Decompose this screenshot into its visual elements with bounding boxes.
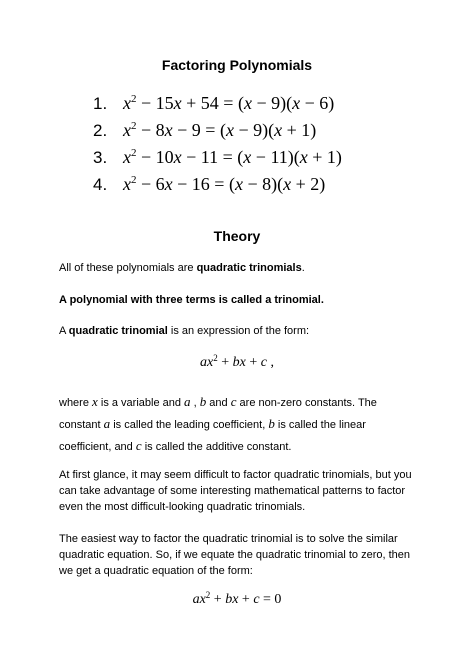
text-run: is a variable and — [100, 397, 185, 409]
text-run: and — [206, 397, 231, 409]
equation-number: 4. — [93, 175, 108, 194]
paragraph-line: At first glance, it may seem difficult to factor quadratic trinomials, but you — [59, 469, 412, 481]
variable-b: b — [199, 394, 207, 409]
variable-a: a — [184, 394, 191, 409]
equation-2: $x^2 - 8x - 9 = (x - 9)(x + 1)$ — [123, 120, 317, 140]
paragraph-line — [59, 417, 366, 431]
text-run: All of these polynomials are — [59, 262, 197, 274]
text-run: where — [59, 397, 93, 409]
text-run: is an expression of the form: — [167, 325, 310, 337]
paragraph-line: we get a quadratic equation of the form: — [59, 565, 253, 577]
text-run: is called the additive constant. — [141, 441, 292, 453]
variable-c: c — [230, 394, 237, 409]
variable-b: b — [268, 416, 275, 431]
formula-quadratic-equation: $ax^2$ + bx + c = 0 — [192, 590, 282, 607]
paragraph-line: can take advantage of some interesting mathematical patterns to factor — [59, 485, 406, 497]
text-run: A — [59, 325, 69, 337]
page-title: Factoring Polynomials — [161, 57, 313, 73]
text-run: is called the leading coefficient, — [110, 419, 269, 431]
equation-4: $x^2 - 6x - 16 = (x - 8)(x + 2)$ — [123, 174, 326, 194]
text-run: coefficient, and — [59, 441, 136, 453]
variable-x: x — [92, 394, 98, 409]
text-run: . — [301, 262, 305, 274]
text-run: are non-zero constants. The — [236, 397, 377, 409]
text-run: is called the linear — [274, 419, 366, 431]
variable-c: c — [135, 438, 142, 453]
paragraph-line — [59, 395, 377, 409]
equation-number: 2. — [93, 121, 108, 140]
formula-general-form: $ax^2$ + bx + c , — [200, 353, 274, 370]
text-run: , — [190, 397, 197, 409]
definition-statement: A polynomial with three terms is called a trinomial. — [59, 294, 324, 306]
equation-number: 1. — [93, 94, 108, 113]
equation-number: 3. — [93, 148, 108, 167]
equation-3: $x^2 - 10x - 11 = (x - 11)(x + 1)$ — [123, 147, 342, 167]
bold-term: quadratic trinomial — [68, 325, 168, 337]
paragraph-line: The easiest way to factor the quadratic trinomial is to solve the similar — [59, 533, 398, 545]
paragraph — [59, 263, 305, 274]
variable-a: a — [103, 416, 111, 431]
paragraph-line: quadratic equation. So, if we equate the quadratic trinomial to zero, then — [59, 549, 410, 561]
equation-1: $x^2 - 15x + 54 = (x - 9)(x - 6)$ — [123, 93, 335, 113]
paragraph — [59, 326, 309, 337]
text-run: constant — [59, 419, 104, 431]
paragraph-line: even the most difficult-looking quadratic trinomials. — [59, 501, 306, 513]
bold-term: quadratic trinomials — [196, 262, 302, 274]
theory-heading: Theory — [213, 228, 261, 244]
paragraph-line — [59, 439, 291, 453]
